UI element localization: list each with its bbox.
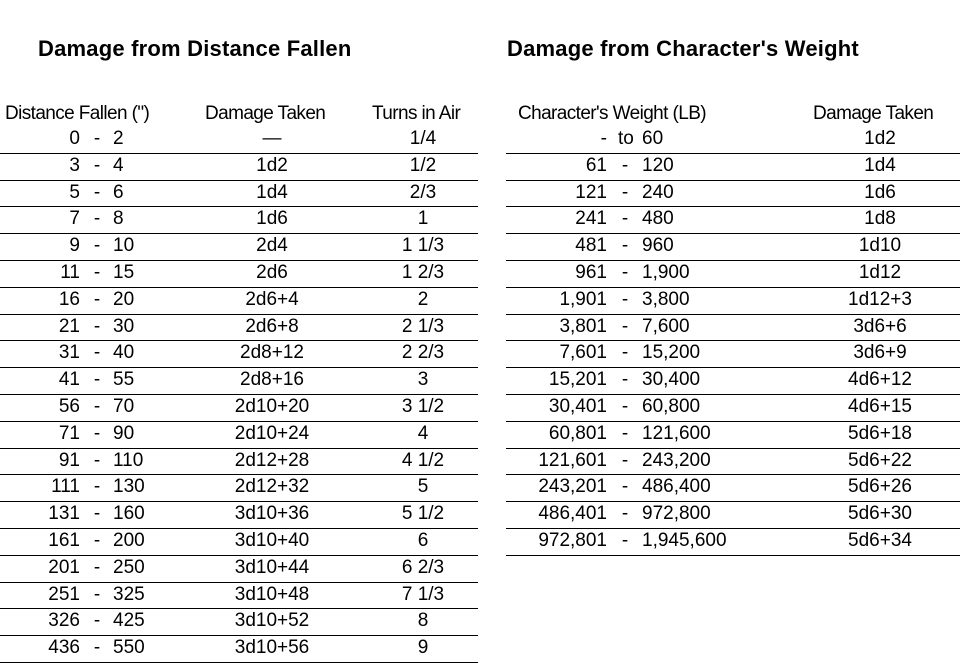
table-row <box>506 502 960 529</box>
damage-cell: 2d6+4 <box>245 288 299 310</box>
range-dash-cell: - <box>93 235 101 257</box>
range-dash-cell: - <box>93 261 101 283</box>
weight-low-cell: 961 <box>575 261 607 283</box>
distance-low-cell: 5 <box>69 181 80 203</box>
table-row <box>0 556 478 583</box>
weight-low-cell: 121,601 <box>538 449 607 471</box>
distance-low-cell: 21 <box>58 315 80 337</box>
table-row <box>506 449 960 476</box>
distance-low-cell: 31 <box>58 342 80 364</box>
turns-cell: 4 1/2 <box>401 449 445 471</box>
table-row <box>0 529 478 556</box>
damage-cell: 3d6+9 <box>853 342 907 364</box>
damage-cell: 3d10+56 <box>234 637 310 659</box>
weight-high-cell: 243,200 <box>642 449 711 471</box>
table-row <box>0 127 478 154</box>
turns-column-header: Turns in Air <box>372 103 461 124</box>
range-dash-cell: - <box>93 342 101 364</box>
damage-cell: 1d10 <box>858 235 902 257</box>
table-row <box>0 502 478 529</box>
range-dash-cell: - <box>93 637 101 659</box>
turns-cell: 6 <box>417 529 429 551</box>
table-row <box>506 234 960 261</box>
distance-low-cell: 0 <box>69 128 80 149</box>
distance-high-cell: 8 <box>113 208 124 230</box>
damage-cell: 4d6+12 <box>848 369 912 391</box>
distance-low-cell: 201 <box>48 556 80 578</box>
distance-low-cell: 56 <box>58 395 80 417</box>
distance-high-cell: 40 <box>113 342 135 364</box>
damage-cell: 5d6+30 <box>848 503 912 525</box>
distance-low-cell: 7 <box>69 208 80 230</box>
range-dash-cell: - <box>621 529 629 551</box>
table-row <box>506 154 960 181</box>
range-dash-cell: - <box>93 610 101 632</box>
weight-low-cell: 60,801 <box>548 422 607 444</box>
turns-cell: 1/2 <box>409 154 437 176</box>
distance-table-title: Damage from Distance Fallen <box>38 36 352 61</box>
distance-high-cell: 110 <box>113 449 144 471</box>
weight-high-cell: 15,200 <box>642 342 701 364</box>
table-row <box>506 395 960 422</box>
table-row <box>506 368 960 395</box>
damage-cell: 3d10+36 <box>234 503 310 525</box>
damage-cell: 1d2 <box>256 154 288 176</box>
damage-cell: 2d6 <box>256 261 288 283</box>
distance-high-cell: 325 <box>113 583 145 605</box>
range-dash-cell: - <box>621 181 629 203</box>
table-row <box>0 181 478 208</box>
distance-high-cell: 425 <box>113 610 145 632</box>
table-row <box>0 583 478 610</box>
distance-high-cell: 90 <box>113 422 135 444</box>
turns-cell: 2 <box>417 288 429 310</box>
damage-cell: 5d6+22 <box>848 449 912 471</box>
damage-cell: 2d8+12 <box>240 342 304 364</box>
table-row <box>0 449 478 476</box>
distance-low-cell: 436 <box>48 637 80 659</box>
turns-cell: 1/4 <box>409 128 437 149</box>
weight-high-cell: 7,600 <box>642 315 690 337</box>
turns-cell: 8 <box>417 610 429 632</box>
table-row <box>506 422 960 449</box>
damage-cell: — <box>262 128 282 149</box>
table-row <box>0 341 478 368</box>
table-row <box>0 207 478 234</box>
damage-cell: 2d10+20 <box>234 395 310 417</box>
distance-high-cell: 10 <box>113 235 135 257</box>
turns-cell: 4 <box>417 422 429 444</box>
range-dash-cell: - <box>621 342 629 364</box>
distance-fallen-table <box>0 127 478 663</box>
weight-low-cell: 243,201 <box>538 476 607 498</box>
distance-high-cell: 2 <box>113 128 124 149</box>
weight-low-cell: 241 <box>575 208 607 230</box>
table-row <box>0 368 478 395</box>
range-dash-cell: - <box>93 556 101 578</box>
table-row <box>0 154 478 181</box>
weight-high-cell: 486,400 <box>642 476 711 498</box>
table-row <box>506 529 960 556</box>
range-dash-cell: - <box>93 369 101 391</box>
table-row <box>506 207 960 234</box>
table-row <box>0 261 478 288</box>
table-row <box>506 127 960 154</box>
weight-low-cell: 15,201 <box>548 369 607 391</box>
distance-column-header: Distance Fallen (") <box>5 103 150 124</box>
range-dash-cell: - <box>621 208 629 230</box>
weight-high-cell: 60 <box>642 128 664 149</box>
damage-cell: 2d8+16 <box>240 369 304 391</box>
range-dash-cell: - <box>621 261 629 283</box>
weight-low-cell: 121 <box>575 181 607 203</box>
turns-cell: 1 <box>417 208 429 230</box>
range-dash-cell: - <box>621 154 629 176</box>
damage-cell: 3d10+52 <box>234 610 310 632</box>
weight-low-cell: 1,901 <box>559 288 607 310</box>
damage-cell: 3d6+6 <box>853 315 907 337</box>
distance-high-cell: 200 <box>113 529 145 551</box>
distance-high-cell: 160 <box>113 503 145 525</box>
range-dash-cell: - <box>621 422 629 444</box>
damage-cell: 1d8 <box>864 208 896 230</box>
range-dash-cell: - <box>93 583 101 605</box>
damage-cell: 5d6+34 <box>848 529 912 551</box>
weight-low-cell: 481 <box>575 235 607 257</box>
table-row <box>506 288 960 315</box>
distance-low-cell: 131 <box>48 503 80 525</box>
table-row <box>0 395 478 422</box>
range-dash-cell: - <box>93 288 101 310</box>
distance-low-cell: 71 <box>58 422 80 444</box>
distance-high-cell: 550 <box>113 637 145 659</box>
weight-high-cell: 960 <box>642 235 674 257</box>
damage-cell: 2d12+28 <box>234 449 310 471</box>
table-row <box>0 636 478 663</box>
damage-cell: 2d10+24 <box>234 422 310 444</box>
range-dash-cell: - <box>93 154 101 176</box>
damage-cell: 2d4 <box>256 235 288 257</box>
weight-column-header: Character's Weight (LB) <box>518 103 706 124</box>
turns-cell: 1 2/3 <box>401 261 445 283</box>
weight-low-cell: 30,401 <box>548 395 607 417</box>
distance-low-cell: 9 <box>69 235 80 257</box>
table-row <box>506 315 960 342</box>
weight-high-cell: 121,600 <box>642 422 711 444</box>
distance-high-cell: 55 <box>113 369 135 391</box>
table-row <box>0 422 478 449</box>
turns-cell: 2 1/3 <box>401 315 445 337</box>
range-dash-cell: - <box>621 288 629 310</box>
turns-cell: 9 <box>417 637 429 659</box>
table-row <box>0 475 478 502</box>
turns-cell: 6 2/3 <box>401 556 445 578</box>
distance-low-cell: 91 <box>58 449 80 471</box>
range-dash-cell: to <box>618 128 634 149</box>
damage-cell: 1d2 <box>864 128 896 149</box>
distance-high-cell: 130 <box>113 476 145 498</box>
damage-cell: 5d6+26 <box>848 476 912 498</box>
weight-high-cell: 120 <box>642 154 674 176</box>
range-dash-cell: - <box>93 315 101 337</box>
turns-cell: 3 1/2 <box>401 395 445 417</box>
distance-high-cell: 250 <box>113 556 145 578</box>
weight-low-cell: 7,601 <box>559 342 607 364</box>
weight-high-cell: 1,945,600 <box>642 529 727 551</box>
damage-cell: 5d6+18 <box>848 422 912 444</box>
distance-low-cell: 16 <box>58 288 80 310</box>
range-dash-cell: - <box>621 369 629 391</box>
table-row <box>0 315 478 342</box>
character-weight-table <box>506 127 960 556</box>
damage-cell: 3d10+44 <box>234 556 310 578</box>
damage-cell: 3d10+48 <box>234 583 310 605</box>
turns-cell: 3 <box>417 369 429 391</box>
distance-high-cell: 70 <box>113 395 135 417</box>
table-row <box>506 181 960 208</box>
weight-high-cell: 3,800 <box>642 288 690 310</box>
distance-high-cell: 30 <box>113 315 135 337</box>
damage-cell: 1d12 <box>858 261 902 283</box>
distance-low-cell: 3 <box>69 154 80 176</box>
distance-low-cell: 111 <box>51 476 80 498</box>
weight-low-cell: 61 <box>585 154 607 176</box>
distance-high-cell: 20 <box>113 288 135 310</box>
weight-high-cell: 240 <box>642 181 674 203</box>
range-dash-cell: - <box>93 128 101 149</box>
range-dash-cell: - <box>621 476 629 498</box>
turns-cell: 5 <box>417 476 429 498</box>
distance-low-cell: 326 <box>48 610 80 632</box>
distance-high-cell: 4 <box>113 154 124 176</box>
damage-cell: 1d12+3 <box>848 288 912 310</box>
range-dash-cell: - <box>93 181 101 203</box>
range-dash-cell: - <box>621 449 629 471</box>
table-row <box>506 341 960 368</box>
table-row <box>0 234 478 261</box>
weight-low-cell: 972,801 <box>538 529 607 551</box>
range-dash-cell: - <box>621 503 629 525</box>
weight-high-cell: 30,400 <box>642 369 701 391</box>
damage-cell: 1d6 <box>256 208 288 230</box>
damage-cell: 1d4 <box>864 154 896 176</box>
range-dash-cell: - <box>93 476 101 498</box>
turns-cell: 2 2/3 <box>401 342 445 364</box>
weight-low-cell: 486,401 <box>538 503 607 525</box>
damage-cell: 1d6 <box>864 181 896 203</box>
distance-low-cell: 11 <box>60 261 80 283</box>
damage-cell: 2d6+8 <box>245 315 299 337</box>
weight-low-cell: - <box>600 128 607 149</box>
weight-high-cell: 480 <box>642 208 674 230</box>
range-dash-cell: - <box>621 395 629 417</box>
table-row <box>506 261 960 288</box>
weight-damage-column-header: Damage Taken <box>813 103 934 124</box>
range-dash-cell: - <box>93 503 101 525</box>
table-row <box>0 288 478 315</box>
range-dash-cell: - <box>93 208 101 230</box>
weight-high-cell: 1,900 <box>642 261 690 283</box>
weight-high-cell: 60,800 <box>642 395 701 417</box>
distance-high-cell: 6 <box>113 181 124 203</box>
damage-column-header: Damage Taken <box>205 103 326 124</box>
weight-high-cell: 972,800 <box>642 503 711 525</box>
damage-cell: 2d12+32 <box>234 476 310 498</box>
turns-cell: 5 1/2 <box>401 503 445 525</box>
damage-cell: 4d6+15 <box>848 395 912 417</box>
range-dash-cell: - <box>621 315 629 337</box>
range-dash-cell: - <box>93 529 101 551</box>
damage-cell: 3d10+40 <box>234 529 310 551</box>
distance-high-cell: 15 <box>113 261 135 283</box>
range-dash-cell: - <box>93 395 101 417</box>
weight-low-cell: 3,801 <box>559 315 607 337</box>
weight-table-title: Damage from Character's Weight <box>507 36 859 61</box>
turns-cell: 7 1/3 <box>401 583 445 605</box>
turns-cell: 2/3 <box>409 181 437 203</box>
table-row <box>0 609 478 636</box>
range-dash-cell: - <box>621 235 629 257</box>
turns-cell: 1 1/3 <box>401 235 445 257</box>
damage-cell: 1d4 <box>256 181 288 203</box>
distance-low-cell: 41 <box>58 369 80 391</box>
range-dash-cell: - <box>93 422 101 444</box>
distance-low-cell: 251 <box>48 583 80 605</box>
table-row <box>506 475 960 502</box>
range-dash-cell: - <box>93 449 101 471</box>
distance-low-cell: 161 <box>48 529 80 551</box>
